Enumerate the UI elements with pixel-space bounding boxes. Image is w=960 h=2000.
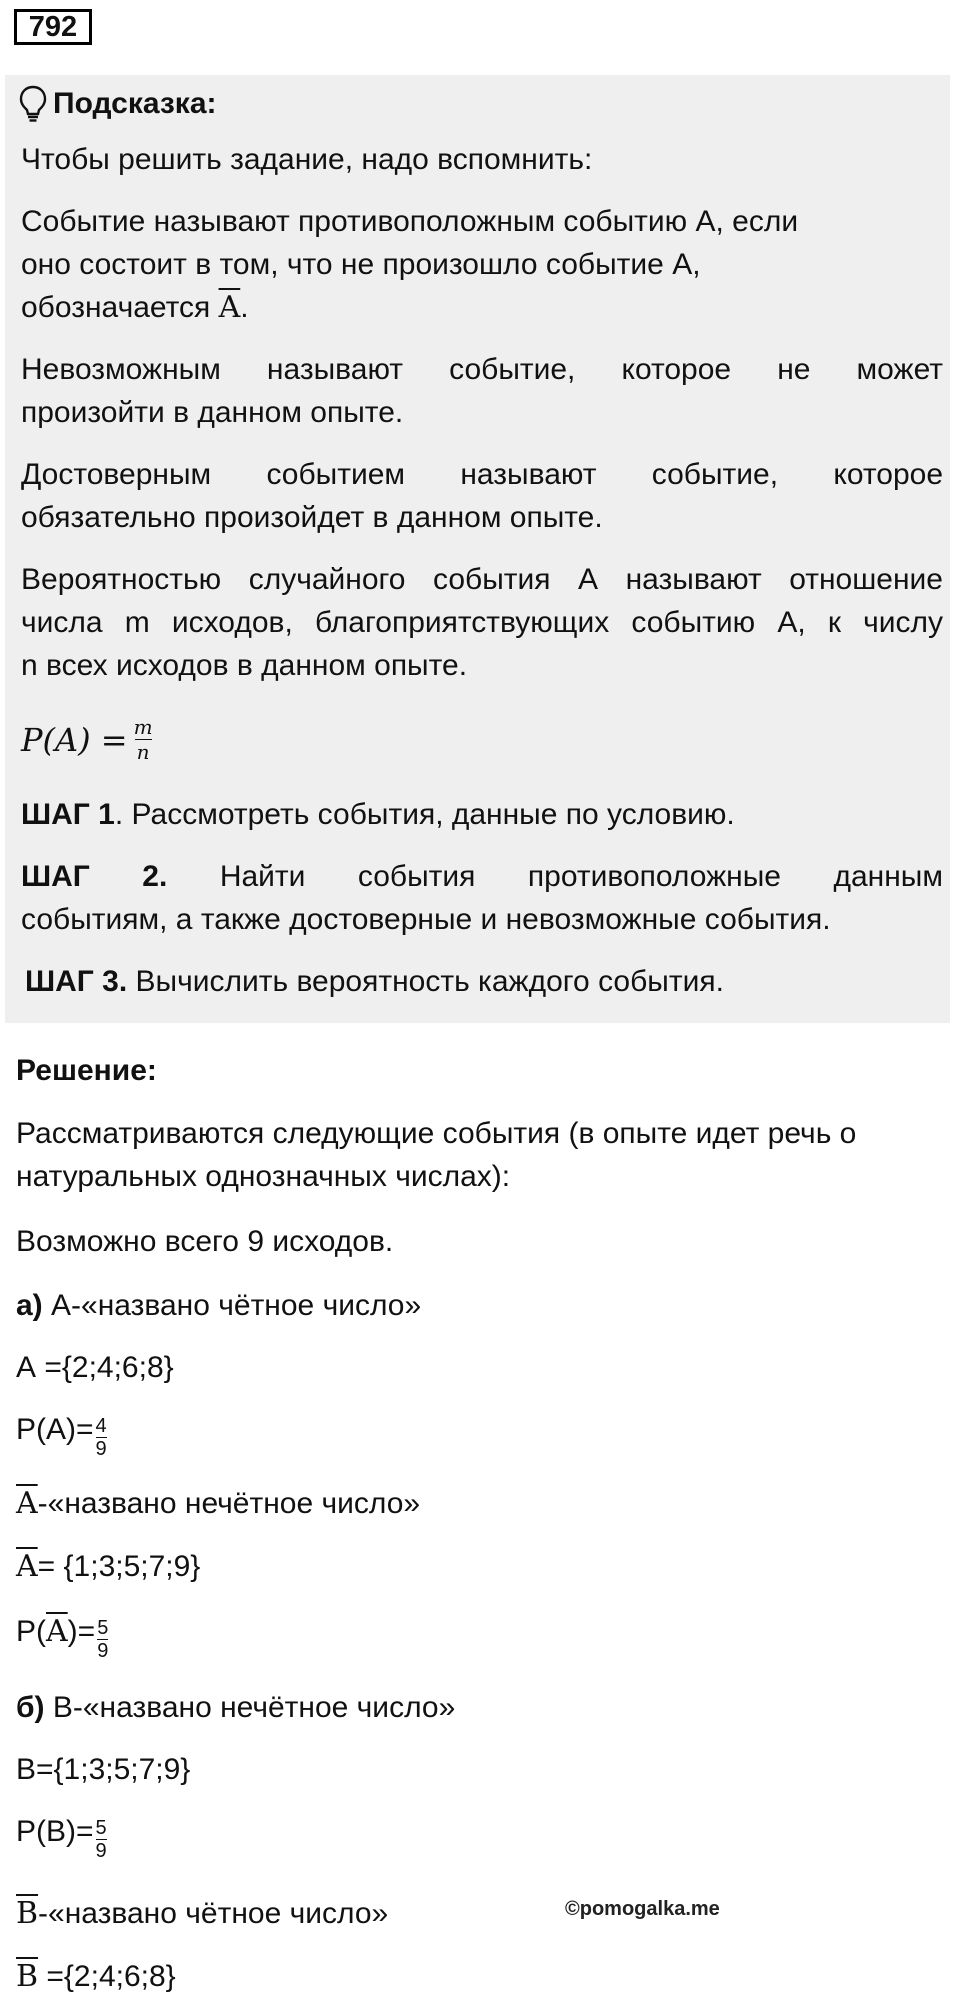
hint-impossible-line-2: произойти в данном опыте.: [21, 396, 404, 429]
case-b-prob-prefix: P(B)=: [16, 1815, 94, 1848]
case-b-denominator: 9: [95, 1839, 107, 1862]
case-a-set: А ={2;4;6;8}: [16, 1351, 174, 1384]
formula-fraction: [132, 715, 155, 764]
hint-opposite-line-1: Событие называют противоположным событию А, если: [21, 205, 799, 238]
opposite-suffix: .: [240, 291, 249, 324]
case-a-bar-heading: [16, 1482, 420, 1525]
a-bar-symbol: $\overline{A}$: [218, 290, 241, 325]
case-b-bar-text: -«названо чётное число»: [38, 1897, 389, 1930]
hint-certain-line-2: обязательно произойдет в данном опыте.: [21, 501, 603, 534]
hint-impossible-line-1: Невозможным называют событие, которое не может: [21, 353, 943, 386]
case-a-text: А-«названо чётное число»: [42, 1289, 422, 1322]
hint-intro: Чтобы решить задание, надо вспомнить:: [21, 143, 593, 176]
hint-box: [5, 75, 950, 1023]
lightbulb-icon: [19, 85, 47, 123]
case-b-bar-set-values: ={2;4;6;8}: [38, 1960, 176, 1993]
probability-formula: [21, 715, 155, 764]
solution-line-1: Рассматриваются следующие события (в опыте идет речь о: [16, 1117, 857, 1150]
case-a-bar-set-values: = {1;3;5;7;9}: [37, 1550, 201, 1583]
case-b-text: В-«названо нечётное число»: [44, 1691, 456, 1724]
case-a-bar-denominator: 9: [97, 1639, 109, 1662]
opposite-prefix: обозначается: [21, 291, 219, 324]
case-a-label: а): [16, 1289, 43, 1322]
hint-probability-line-1: Вероятностью случайного события А называют отношение: [21, 563, 943, 596]
hint-opposite-line-2: оно состоит в том, что не произошло событие А,: [21, 248, 701, 281]
solution-line-2: натуральных однозначных числах):: [16, 1160, 511, 1193]
case-b-set: В={1;3;5;7;9}: [16, 1753, 191, 1786]
hint-step-2-line-2: событиям, а также достоверные и невозможные события.: [21, 903, 831, 936]
case-b-bar-heading: [16, 1892, 388, 1935]
case-a-denominator: 9: [95, 1437, 107, 1460]
case-a-bar-probability: [16, 1610, 109, 1662]
case-a-bar-prob-prefix: P(: [16, 1615, 46, 1648]
step-3-label: ШАГ 3.: [25, 965, 128, 998]
case-a-bar-fraction: [97, 1617, 108, 1662]
case-b-label: б): [16, 1691, 45, 1724]
formula-lhs: P(A) =: [21, 720, 128, 759]
hint-certain-line-1: Достоверным событием называют событие, которое: [21, 458, 943, 491]
hint-step-1: [21, 793, 735, 836]
case-b-numerator: 5: [95, 1816, 107, 1839]
case-a-fraction: [96, 1415, 107, 1460]
step-1-text: . Рассмотреть события, данные по условию.: [114, 798, 735, 831]
b-bar-symbol-set: $\overline{B}$: [16, 1959, 39, 1994]
case-a-heading: [16, 1284, 421, 1327]
step-1-label: ШАГ 1: [21, 798, 115, 831]
solution-line-3: Возможно всего 9 исходов.: [16, 1225, 394, 1258]
hint-title: Подсказка:: [53, 87, 217, 120]
formula-numerator: m: [133, 715, 153, 739]
a-bar-symbol-set: $\overline{A}$: [16, 1549, 38, 1584]
step-2-label: ШАГ 2.: [21, 860, 168, 893]
formula-denominator: n: [136, 740, 150, 764]
case-a-bar-numerator: 5: [97, 1616, 109, 1639]
b-bar-symbol: $\overline{B}$: [16, 1896, 39, 1931]
case-b-probability: [16, 1810, 107, 1862]
case-a-bar-text: -«названо нечётное число»: [37, 1487, 421, 1520]
case-b-bar-set: [16, 1955, 176, 1998]
case-b-heading: [16, 1686, 455, 1729]
hint-probability-line-3: n всех исходов в данном опыте.: [21, 649, 468, 682]
case-a-prob-prefix: P(A)=: [16, 1413, 94, 1446]
hint-probability-line-2: числа m исходов, благоприятствующих событию А, к числу: [21, 606, 943, 639]
hint-header: [19, 85, 217, 123]
case-b-fraction: [96, 1817, 107, 1862]
case-a-bar-set: [16, 1545, 200, 1588]
a-bar-symbol-prob: $\overline{A}$: [46, 1614, 68, 1649]
task-number: 792: [14, 9, 92, 45]
case-a-numerator: 4: [95, 1414, 107, 1437]
watermark: ©pomogalka.me: [565, 1898, 720, 1920]
solution-title: Решение:: [16, 1054, 157, 1087]
a-bar-symbol-solution: $\overline{A}$: [16, 1486, 38, 1521]
case-a-probability: [16, 1408, 107, 1460]
step-3-text: Вычислить вероятность каждого события.: [127, 965, 724, 998]
hint-step-2-line-1: [21, 855, 943, 898]
hint-step-3: [25, 960, 724, 1003]
step-2-text-1: Найти события противоположные данным: [167, 860, 943, 893]
hint-opposite-line-3: [21, 286, 249, 329]
case-a-bar-prob-suffix: )=: [67, 1615, 96, 1648]
